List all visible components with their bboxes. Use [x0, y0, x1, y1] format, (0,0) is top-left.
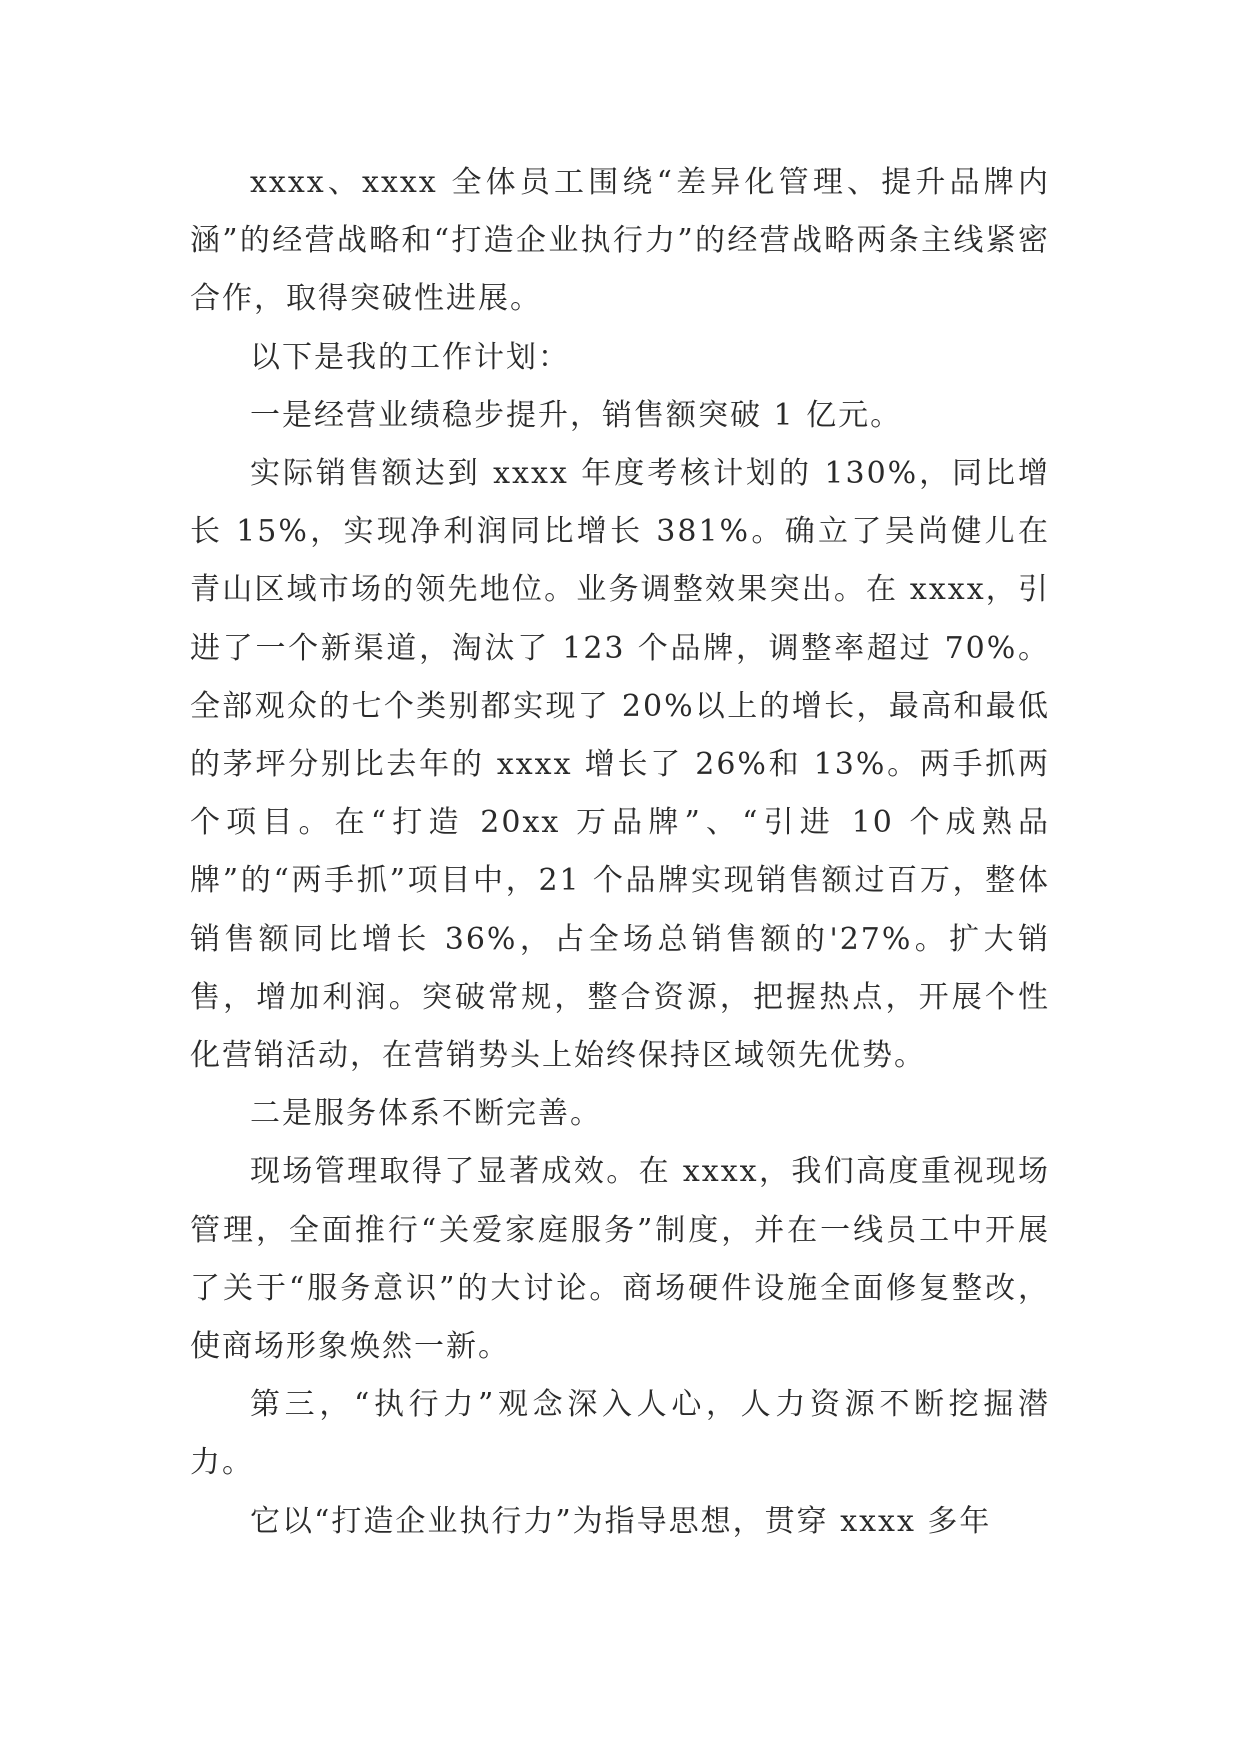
- paragraph-intro: xxxx、xxxx 全体员工围绕“差异化管理、提升品牌内涵”的经营战略和“打造企业执行力”的经营战略两条主线紧密合作，取得突破性进展。: [190, 165, 1050, 317]
- paragraph-point-two: 二是服务体系不断完善。: [250, 1096, 602, 1132]
- document-body: [190, 154, 1050, 1551]
- paragraph-execution: 它以“打造企业执行力”为指导思想，贯穿 xxxx 多年: [250, 1503, 992, 1539]
- paragraph-site-management: 现场管理取得了显著成效。在 xxxx，我们高度重视现场管理，全面推行“关爱家庭服务”制度，并在一线员工中开展了关于“服务意识”的大讨论。商场硬件设施全面修复整改，使商场形象焕然一新。: [190, 1154, 1050, 1365]
- paragraph-plan-heading: 以下是我的工作计划：: [250, 339, 570, 375]
- paragraph-sales-details: 实际销售额达到 xxxx 年度考核计划的 130%，同比增长 15%，实现净利润同比增长 381%。确立了吴尚健儿在青山区域市场的领先地位。业务调整效果突出。在 xxxx，引进了一个新渠道，淘汰了 123 个品牌，调整率超过 70%。全部观众的七个类别都实现了 20%以上的增长，最高和最低的茅坪分别比去年的 xxxx 增长了 26%和 13%。两手抓两个项目。在“打造 20xx 万品牌”、“引进 10 个成熟品牌”的“两手抓”项目中，21 个品牌实现销售额过百万，整体销售额同比增长 36%，占全场总销售额的'27%。扩大销售，增加利润。突破常规，整合资源，把握热点，开展个性化营销活动，在营销势头上始终保持区域领先优势。: [190, 456, 1050, 1074]
- paragraph-point-one: 一是经营业绩稳步提升，销售额突破 1 亿元。: [250, 397, 903, 433]
- paragraph-point-three: 第三，“执行力”观念深入人心，人力资源不断挖掘潜力。: [190, 1387, 1050, 1481]
